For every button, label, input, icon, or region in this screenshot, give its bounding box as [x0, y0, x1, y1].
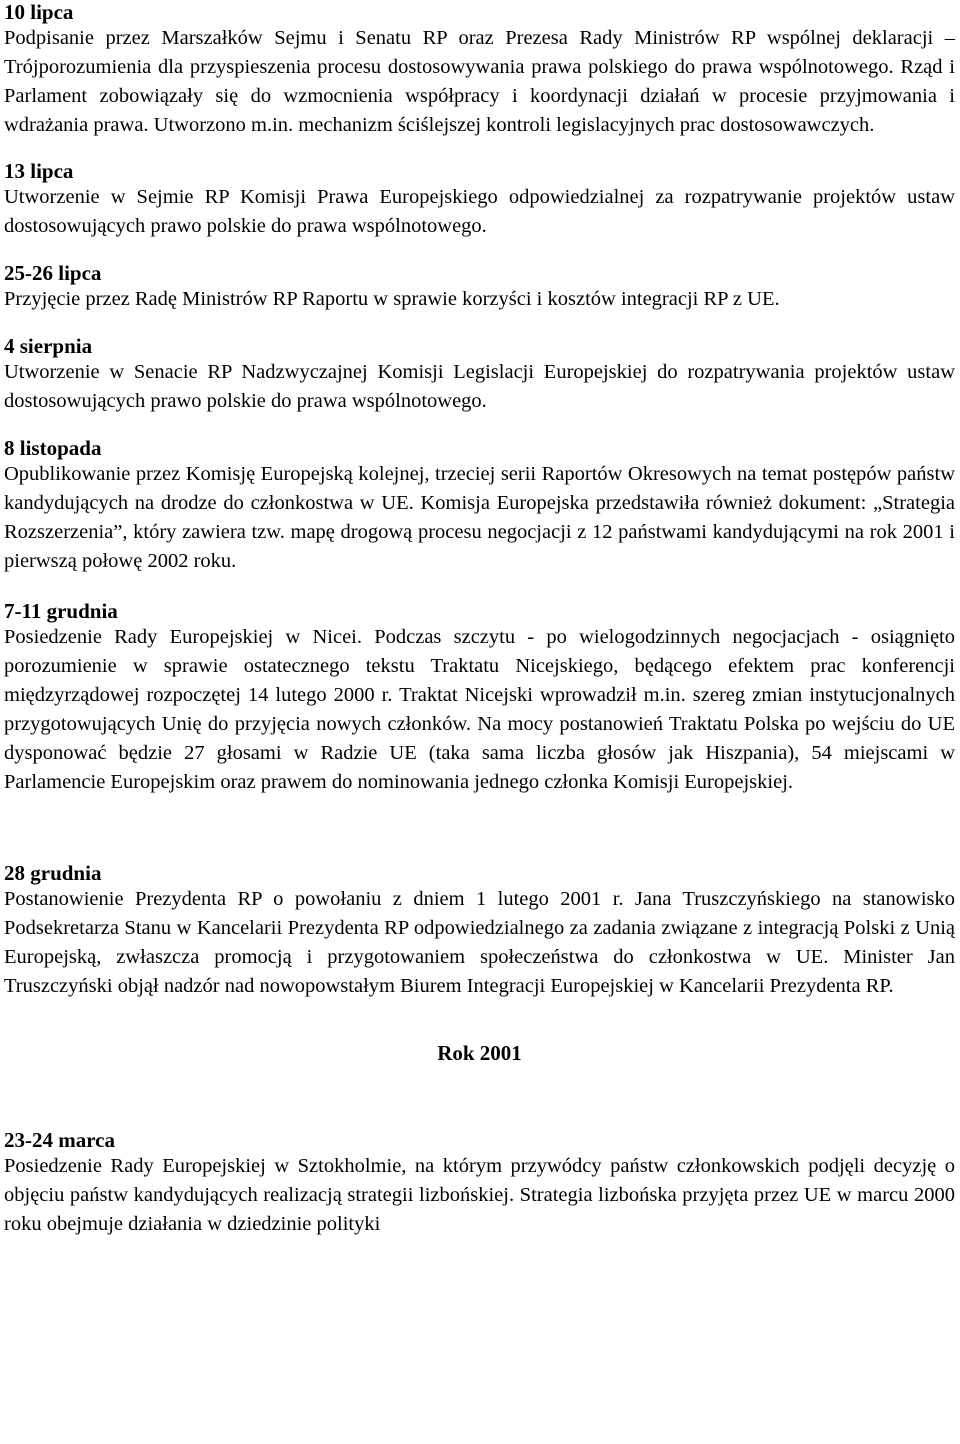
entry-date: 10 lipca — [4, 0, 74, 24]
entry-date: 7-11 grudnia — [4, 599, 118, 623]
chronology-entry — [4, 576, 955, 797]
entry-date: 13 lipca — [4, 159, 74, 183]
entry-text: Utworzenie w Sejmie RP Komisji Prawa Europejskiego odpowiedzialnej za rozpatrywanie projektów ustaw dostosowujących prawo polskie do prawa wspólnotowego. — [4, 186, 955, 237]
chronology-entry — [4, 1065, 955, 1239]
entry-date: 8 listopada — [4, 436, 102, 460]
chronology-entry — [4, 416, 955, 576]
chronology-entry — [4, 314, 955, 416]
chronology-entry — [4, 140, 955, 241]
entry-text: Utworzenie w Senacie RP Nadzwyczajnej Komisji Legislacji Europejskiej do rozpatrywania projektów ustaw dostosowujących prawo polskie do prawa wspólnotowego. — [4, 361, 955, 412]
entry-date: 28 grudnia — [4, 861, 102, 885]
entry-text: Przyjęcie przez Radę Ministrów RP Raportu w sprawie korzyści i kosztów integracji RP z UE. — [4, 288, 780, 310]
entry-text: Posiedzenie Rady Europejskiej w Nicei. Podczas szczytu - po wielogodzinnych negocjacjach - osiągnięto porozumienie w sprawie ostatecznego tekstu Traktatu Nicejskiego, będącego efektem prac konferencji międzyrządowej rozpoczętej 14 lutego 2000 r. Traktat Nicejski wprowadził m.in. szereg zmian instytucjonalnych przygotowujących Unię do przyjęcia nowych członków. Na mocy postanowień Traktatu Polska po wejściu do UE dysponować będzie 27 głosami w Radzie UE (taka sama liczba głosów jak Hiszpania), 54 miejscami w Parlamencie Europejskim oraz prawem do nominowania jednego członka Komisji Europejskiej. — [4, 626, 955, 793]
entry-text: Postanowienie Prezydenta RP o powołaniu z dniem 1 lutego 2001 r. Jana Truszczyńskiego na stanowisko Podsekretarza Stanu w Kancelarii Prezydenta RP odpowiedzialnego za zadania związane z integracją Polski z Unią Europejską, zwłaszcza promocją i przygotowaniem społeczeństwa do członkostwa w UE. Minister Jan Truszczyński objął nadzór nad nowopowstałym Biurem Integracji Europejskiej w Kancelarii Prezydenta RP. — [4, 888, 955, 997]
chronology-entry — [4, 0, 955, 140]
entry-text: Podpisanie przez Marszałków Sejmu i Senatu RP oraz Prezesa Rady Ministrów RP wspólnej deklaracji – Trójporozumienia dla przyspieszenia procesu dostosowywania prawa polskiego do prawa wspólnotowego. Rząd i Parlament zobowiązały się do wzmocnienia współpracy i koordynacji działań w procesie przyjmowania i wdrażania prawa. Utworzono m.in. mechanizm ściślejszej kontroli legislacyjnych prac dostosowawczych. — [4, 27, 955, 136]
entry-text: Opublikowanie przez Komisję Europejską kolejnej, trzeciej serii Raportów Okresowych na temat postępów państw kandydujących na drodze do członkostwa w UE. Komisja Europejska przedstawiła również dokument: „Strategia Rozszerzenia”, który zawiera tzw. mapę drogową procesu negocjacji z 12 państwami kandydującymi na rok 2001 i pierwszą połowę 2002 roku. — [4, 463, 955, 572]
year-heading: Rok 2001 — [437, 1041, 522, 1065]
chronology-entry — [4, 241, 955, 314]
entry-date: 4 sierpnia — [4, 334, 93, 358]
entry-date: 23-24 marca — [4, 1128, 115, 1152]
chronology-entry — [4, 797, 955, 1001]
entry-date: 25-26 lipca — [4, 261, 102, 285]
entry-text: Posiedzenie Rady Europejskiej w Sztokholmie, na którym przywódcy państw członkowskich podjęli decyzję o objęciu państw kandydujących realizacją strategii lizbońskiej. Strategia lizbońska przyjęta przez UE w marcu 2000 roku obejmuje działania w dziedzinie polityki — [4, 1155, 955, 1235]
